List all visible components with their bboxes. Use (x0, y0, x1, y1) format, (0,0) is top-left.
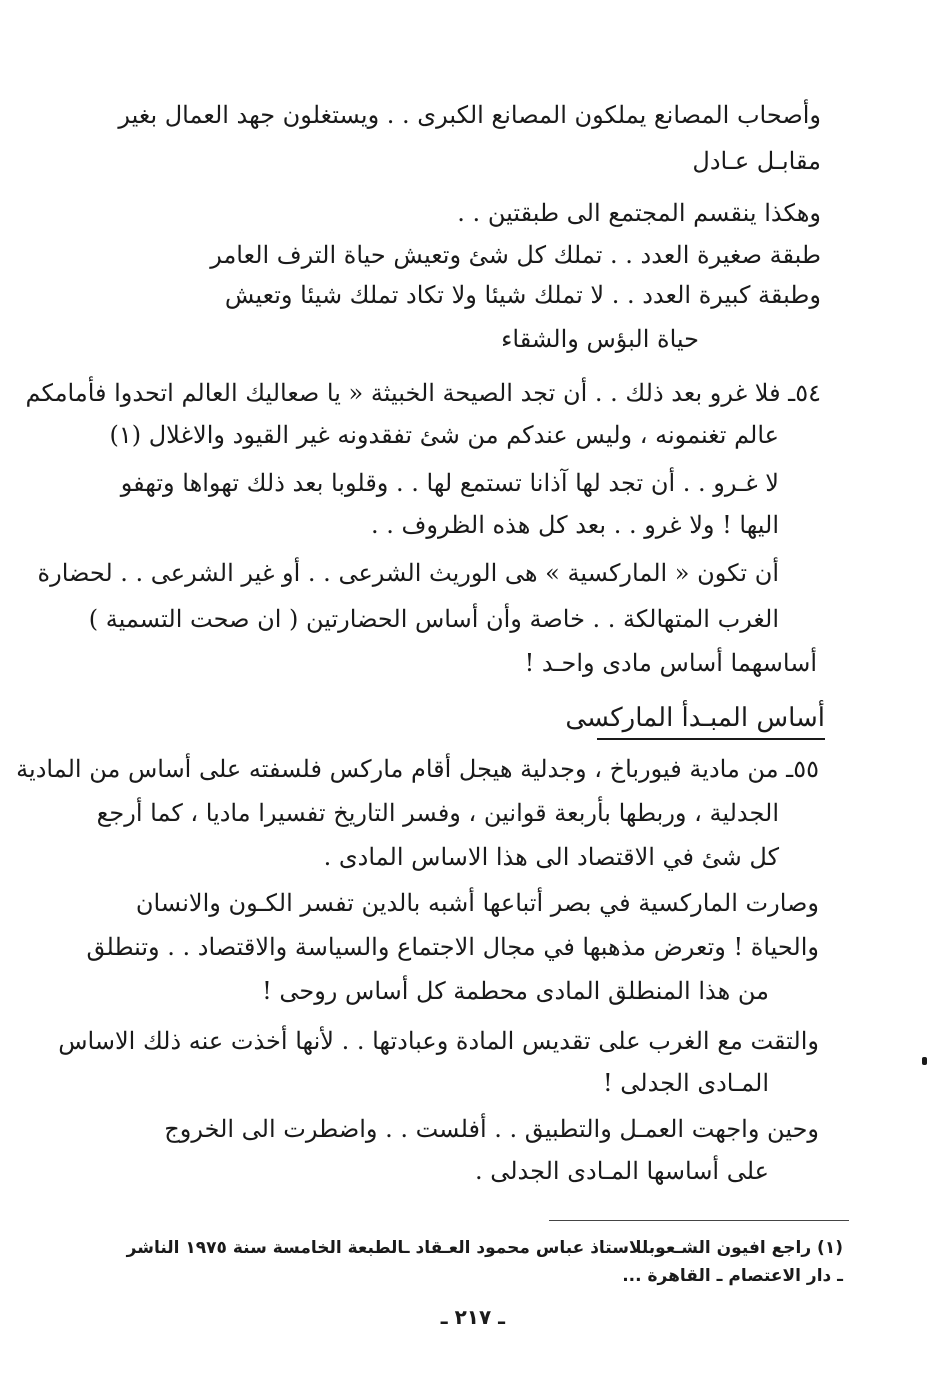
text-line: المـادى الجدلى ! (603, 1069, 769, 1097)
text-line: لا غـرو . . أن تجد لها آذانا تستمع لها . . وقلوبا بعد ذلك تهواها وتهفو (120, 469, 779, 497)
page-number: ـ ٢١٧ ـ (440, 1305, 505, 1329)
footnote-separator (549, 1220, 849, 1221)
text-line: عالم تغنمونه ، وليس عندكم من شئ تفقدونه غير القيود والاغلال (١) (109, 421, 779, 449)
text-line: وأصحاب المصانع يملكون المصانع الكبرى . . ويستغلون جهد العمال بغير (118, 101, 821, 129)
text-line: وهكذا ينقسم المجتمع الى طبقتين . . (457, 199, 821, 227)
text-line: طبقة صغيرة العدد . . تملك كل شئ وتعيش حياة الترف العامر (210, 241, 821, 269)
text-line: من هذا المنطلق المادى محطمة كل أساس روحى ! (262, 977, 769, 1005)
text-line: أساسهما أساس مادى واحـد ! (524, 649, 817, 677)
footnote-line-1: (١) راجع افيون الشـعوبللاستاذ عباس محمود العـقاد ـالطبعة الخامسة سنة ١٩٧٥ الناشر (126, 1238, 843, 1258)
section-heading: أساس المبـدأ الماركسى (565, 703, 825, 733)
text-line: وطبقة كبيرة العدد . . لا تملك شيئا ولا تكاد تملك شيئا وتعيش (224, 281, 821, 309)
text-line: على أساسها المـادى الجدلى . (474, 1157, 769, 1185)
text-line: والتقت مع الغرب على تقديس المادة وعبادتها . . لأنها أخذت عنه ذلك الاساس (58, 1027, 819, 1055)
text-line: وصارت الماركسية في بصر أتباعها أشبه بالدين تفسر الكـون والانسان (135, 889, 819, 917)
heading-underline (597, 738, 825, 740)
text-line: وحين واجهت العمـل والتطبيق . . أفلست . . واضطرت الى الخروج (164, 1115, 819, 1143)
text-line: كل شئ في الاقتصاد الى هذا الاساس المادى . (323, 843, 779, 871)
text-line: والحياة ! وتعرض مذهبها في مجال الاجتماع والسياسة والاقتصاد . . وتنطلق (86, 933, 819, 961)
text-line: الغرب المتهالكة . . خاصة وأن أساس الحضارتين ( ان صحت التسمية ) (88, 605, 779, 633)
paragraph-55-first-line: ٥٥ـ من مادية فيورباخ ، وجدلية هيجل أقام ماركس فلسفته على أساس من المادية (16, 755, 819, 783)
text-line: مقابـل عـادل (692, 147, 821, 175)
paragraph-54-first-line: ٥٤ـ فلا غرو بعد ذلك . . أن تجد الصيحة الخبيثة « يا صعاليك العالم اتحدوا فأمامكم (25, 379, 821, 407)
text-line: أن تكون « الماركسية » هى الوريث الشرعى . . أو غير الشرعى . . لحضارة (37, 559, 779, 587)
text-line: الجدلية ، وربطها بأربعة قوانين ، وفسر التاريخ تفسيرا ماديا ، كما أرجع (96, 799, 779, 827)
margin-ink-mark (922, 1057, 927, 1065)
footnote-line-2: ـ دار الاعتصام ـ القاهرة ... (622, 1266, 843, 1286)
text-line: اليها ! ولا غرو . . بعد كل هذه الظروف . . (371, 511, 779, 539)
text-line: حياة البؤس والشقاء (501, 325, 699, 353)
